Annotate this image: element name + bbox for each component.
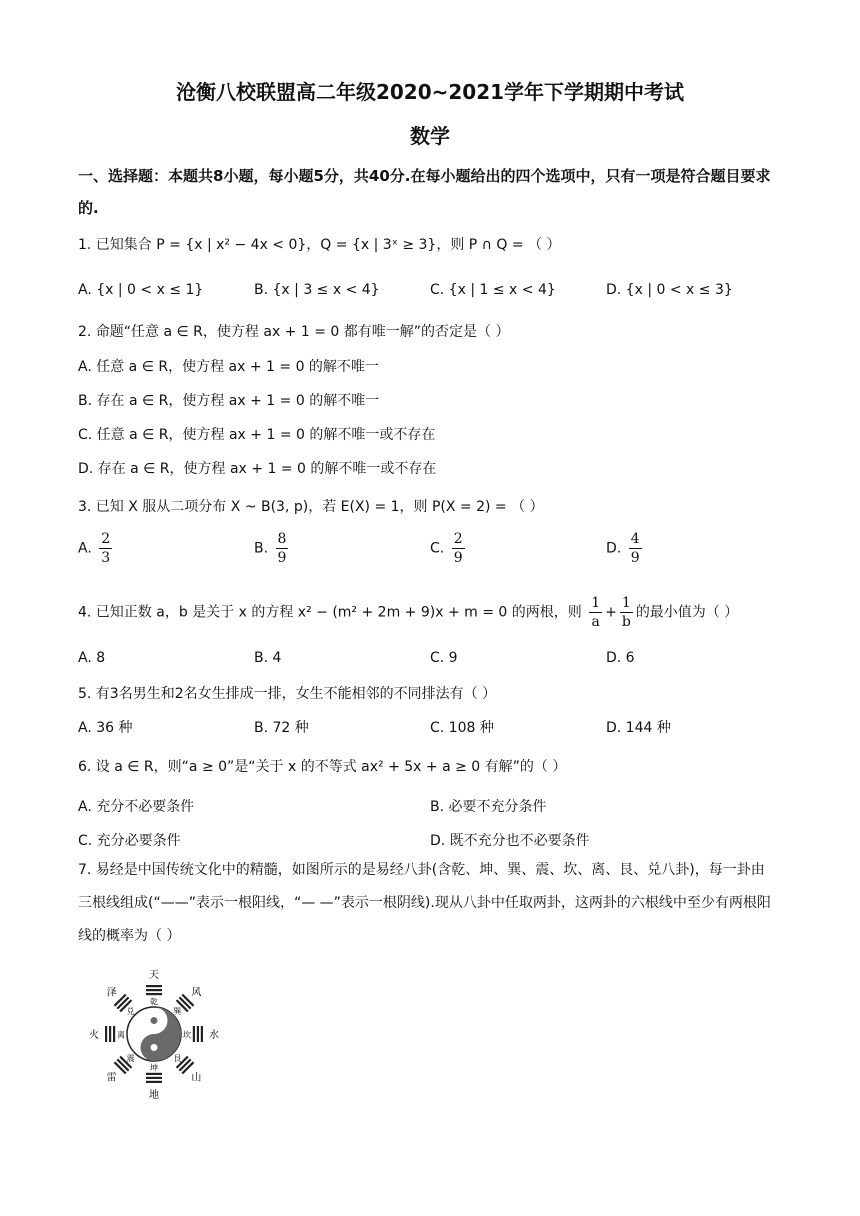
q3-d-fraction: $\frac{4}{9}$ (630, 531, 640, 566)
q2-option-a: A. 任意 a ∈ R，使方程 ax + 1 = 0 的解不唯一 (78, 359, 379, 375)
q5-option-d: D. 144 种 (606, 720, 671, 736)
q5-option-c: C. 108 种 (430, 720, 494, 736)
q3-a-fraction: $\frac{2}{3}$ (101, 531, 111, 566)
question-2-stem: 2. 命题“任意 a ∈ R，使方程 ax + 1 = 0 都有唯一解”的否定是（ ） (78, 324, 510, 340)
bagua-inner-label: 兑 (126, 1007, 135, 1017)
q3-option-a: A. $\frac{2}{3}$ (78, 531, 111, 566)
q1-option-d: D. {x | 0 < x ≤ 3} (606, 282, 733, 298)
question-4-stem: 4. 已知正数 a，b 是关于 x 的方程 x² − (m² + 2m + 9)x + m = 0 的两根，则 $\frac{1}{a}$ + $\frac{1}{b}$ 的最小值为（ ） (78, 595, 739, 630)
q4-fraction-1-over-b: $\frac{1}{b}$ (621, 595, 631, 630)
q4-fraction-1-over-a: $\frac{1}{a}$ (591, 595, 601, 630)
subject-title: 数学 (410, 124, 450, 148)
bagua-inner-label: 坤 (150, 1063, 158, 1073)
trigram-坎 (193, 1026, 203, 1042)
bagua-inner-label: 乾 (150, 997, 158, 1007)
bagua-inner-label: 坎 (183, 1030, 191, 1040)
exam-title: 沧衡八校联盟高二年级2020~2021学年下学期期中考试 (175, 80, 685, 104)
q6-option-d: D. 既不充分也不必要条件 (430, 833, 590, 849)
q6-option-b: B. 必要不充分条件 (430, 799, 547, 815)
q5-option-a: A. 36 种 (78, 720, 133, 736)
q3-option-b: B. $\frac{8}{9}$ (254, 531, 287, 566)
q1-option-a: A. {x | 0 < x ≤ 1} (78, 282, 204, 298)
question-5-stem: 5. 有3名男生和2名女生排成一排，女生不能相邻的不同排法有（ ） (78, 686, 497, 702)
bagua-outer-label: 水 (209, 1030, 219, 1041)
bagua-inner-label: 艮 (173, 1053, 182, 1063)
question-6-stem: 6. 设 a ∈ R，则“a ≥ 0”是“关于 x 的不等式 ax² + 5x + a ≥ 0 有解”的（ ） (78, 759, 567, 775)
bagua-inner-label: 离 (117, 1030, 125, 1040)
q3-option-d: D. $\frac{4}{9}$ (606, 531, 640, 566)
trigram-坤 (146, 1073, 162, 1083)
bagua-diagram (84, 962, 224, 1102)
trigram-离 (105, 1026, 115, 1042)
bagua-outer-label: 山 (191, 1072, 202, 1084)
q2-option-b: B. 存在 a ∈ R，使方程 ax + 1 = 0 的解不唯一 (78, 393, 380, 409)
q6-option-a: A. 充分不必要条件 (78, 799, 195, 815)
bagua-outer-label: 火 (89, 1030, 99, 1041)
q2-option-c: C. 任意 a ∈ R，使方程 ax + 1 = 0 的解不唯一或不存在 (78, 427, 436, 443)
bagua-outer-label: 地 (149, 1090, 159, 1101)
q4-option-a: A. 8 (78, 650, 106, 666)
question-1-stem: 1. 已知集合 P = {x | x² − 4x < 0}，Q = {x | 3ˣ ≥ 3}，则 P ∩ Q = （ ） (78, 237, 561, 253)
bagua-outer-label: 雷 (106, 1072, 117, 1084)
question-7-stem: 7. 易经是中国传统文化中的精髓，如图所示的是易经八卦(含乾、坤、巽、震、坎、离、艮、兑八卦)，每一卦由三根线组成(“——”表示一根阳线，“— —”表示一根阴线).现从八卦中任取两卦，这两卦的六根线中至少有两根阳线的概率为（ ） (78, 862, 771, 944)
bagua-inner-label: 巽 (173, 1007, 182, 1017)
q5-option-b: B. 72 种 (254, 720, 309, 736)
q4-option-d: D. 6 (606, 650, 635, 666)
q6-option-c: C. 充分必要条件 (78, 833, 181, 849)
q3-option-c: C. $\frac{2}{9}$ (430, 531, 463, 566)
section-heading: 一、选择题：本题共8小题，每小题5分，共40分.在每小题给出的四个选项中，只有一项是符合题目要求的. (78, 167, 771, 217)
trigram-乾 (146, 985, 162, 995)
bagua-inner-label: 震 (126, 1053, 135, 1063)
q3-b-fraction: $\frac{8}{9}$ (277, 531, 287, 566)
q4-option-c: C. 9 (430, 650, 458, 666)
q3-c-fraction: $\frac{2}{9}$ (453, 531, 463, 566)
bagua-outer-label: 风 (191, 987, 202, 999)
question-3-stem: 3. 已知 X 服从二项分布 X ~ B(3, p)，若 E(X) = 1，则 P(X = 2) = （ ） (78, 499, 544, 515)
bagua-outer-label: 天 (149, 970, 159, 981)
q2-option-d: D. 存在 a ∈ R，使方程 ax + 1 = 0 的解不唯一或不存在 (78, 461, 437, 477)
bagua-outer-label: 泽 (106, 987, 117, 999)
q1-option-b: B. {x | 3 ≤ x < 4} (254, 282, 380, 298)
q4-option-b: B. 4 (254, 650, 282, 666)
q1-option-c: C. {x | 1 ≤ x < 4} (430, 282, 556, 298)
